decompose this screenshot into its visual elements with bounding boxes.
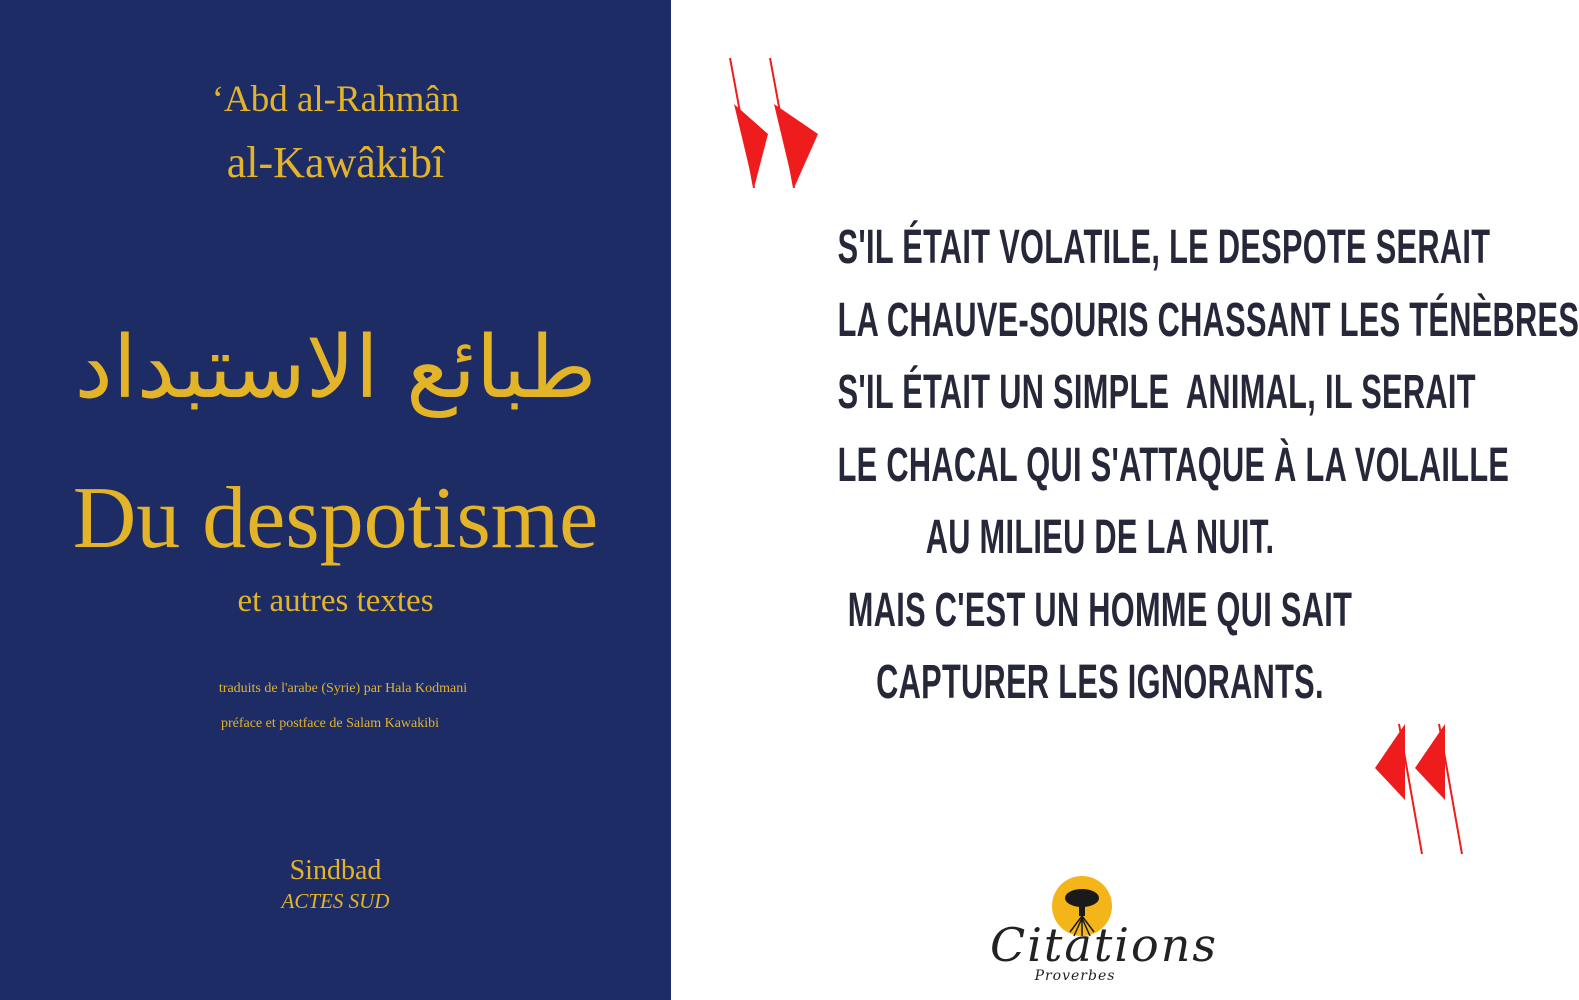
quote-line-6: MAIS C'EST UN HOMME QUI SAIT	[847, 583, 1353, 637]
quote-line-4: LE CHACAL QUI S'ATTAQUE À LA VOLAILLE	[837, 438, 1510, 492]
book-subtitle: et autres textes	[237, 583, 434, 619]
book-cover	[0, 0, 671, 1000]
open-quote-icon	[720, 52, 830, 194]
translator-credit: traduits de l'arabe (Syrie) par Hala Kodmani	[218, 681, 468, 696]
logo-title: Citations	[990, 918, 1218, 972]
book-title: Du despotisme	[72, 470, 599, 567]
logo-subtitle: Proverbes	[1034, 968, 1116, 984]
quote-text	[690, 212, 1579, 720]
publisher-name: ACTES SUD	[281, 889, 390, 913]
citations-proverbes-logo	[990, 870, 1218, 1000]
close-quote-icon	[1365, 718, 1470, 860]
quote-line-3: S'IL ÉTAIT UN SIMPLE ANIMAL, IL SERAIT	[837, 366, 1476, 419]
preface-credit: préface et postface de Salam Kawakibi	[220, 716, 440, 731]
author-first-name: ‘Abd al-Rahmân	[211, 79, 460, 120]
arabic-title: طبائع الاستبداد	[74, 318, 597, 418]
imprint-name: Sindbad	[289, 855, 382, 886]
quote-line-2: LA CHAUVE-SOURIS CHASSANT LES TÉNÈBRES	[837, 293, 1579, 347]
quote-line-7: CAPTURER LES IGNORANTS.	[876, 656, 1324, 709]
quote-line-5: AU MILIEU DE LA NUIT.	[925, 511, 1275, 564]
author-last-name: al-Kawâkibî	[226, 138, 445, 187]
quote-line-1: S'IL ÉTAIT VOLATILE, LE DESPOTE SERAIT	[837, 221, 1491, 274]
